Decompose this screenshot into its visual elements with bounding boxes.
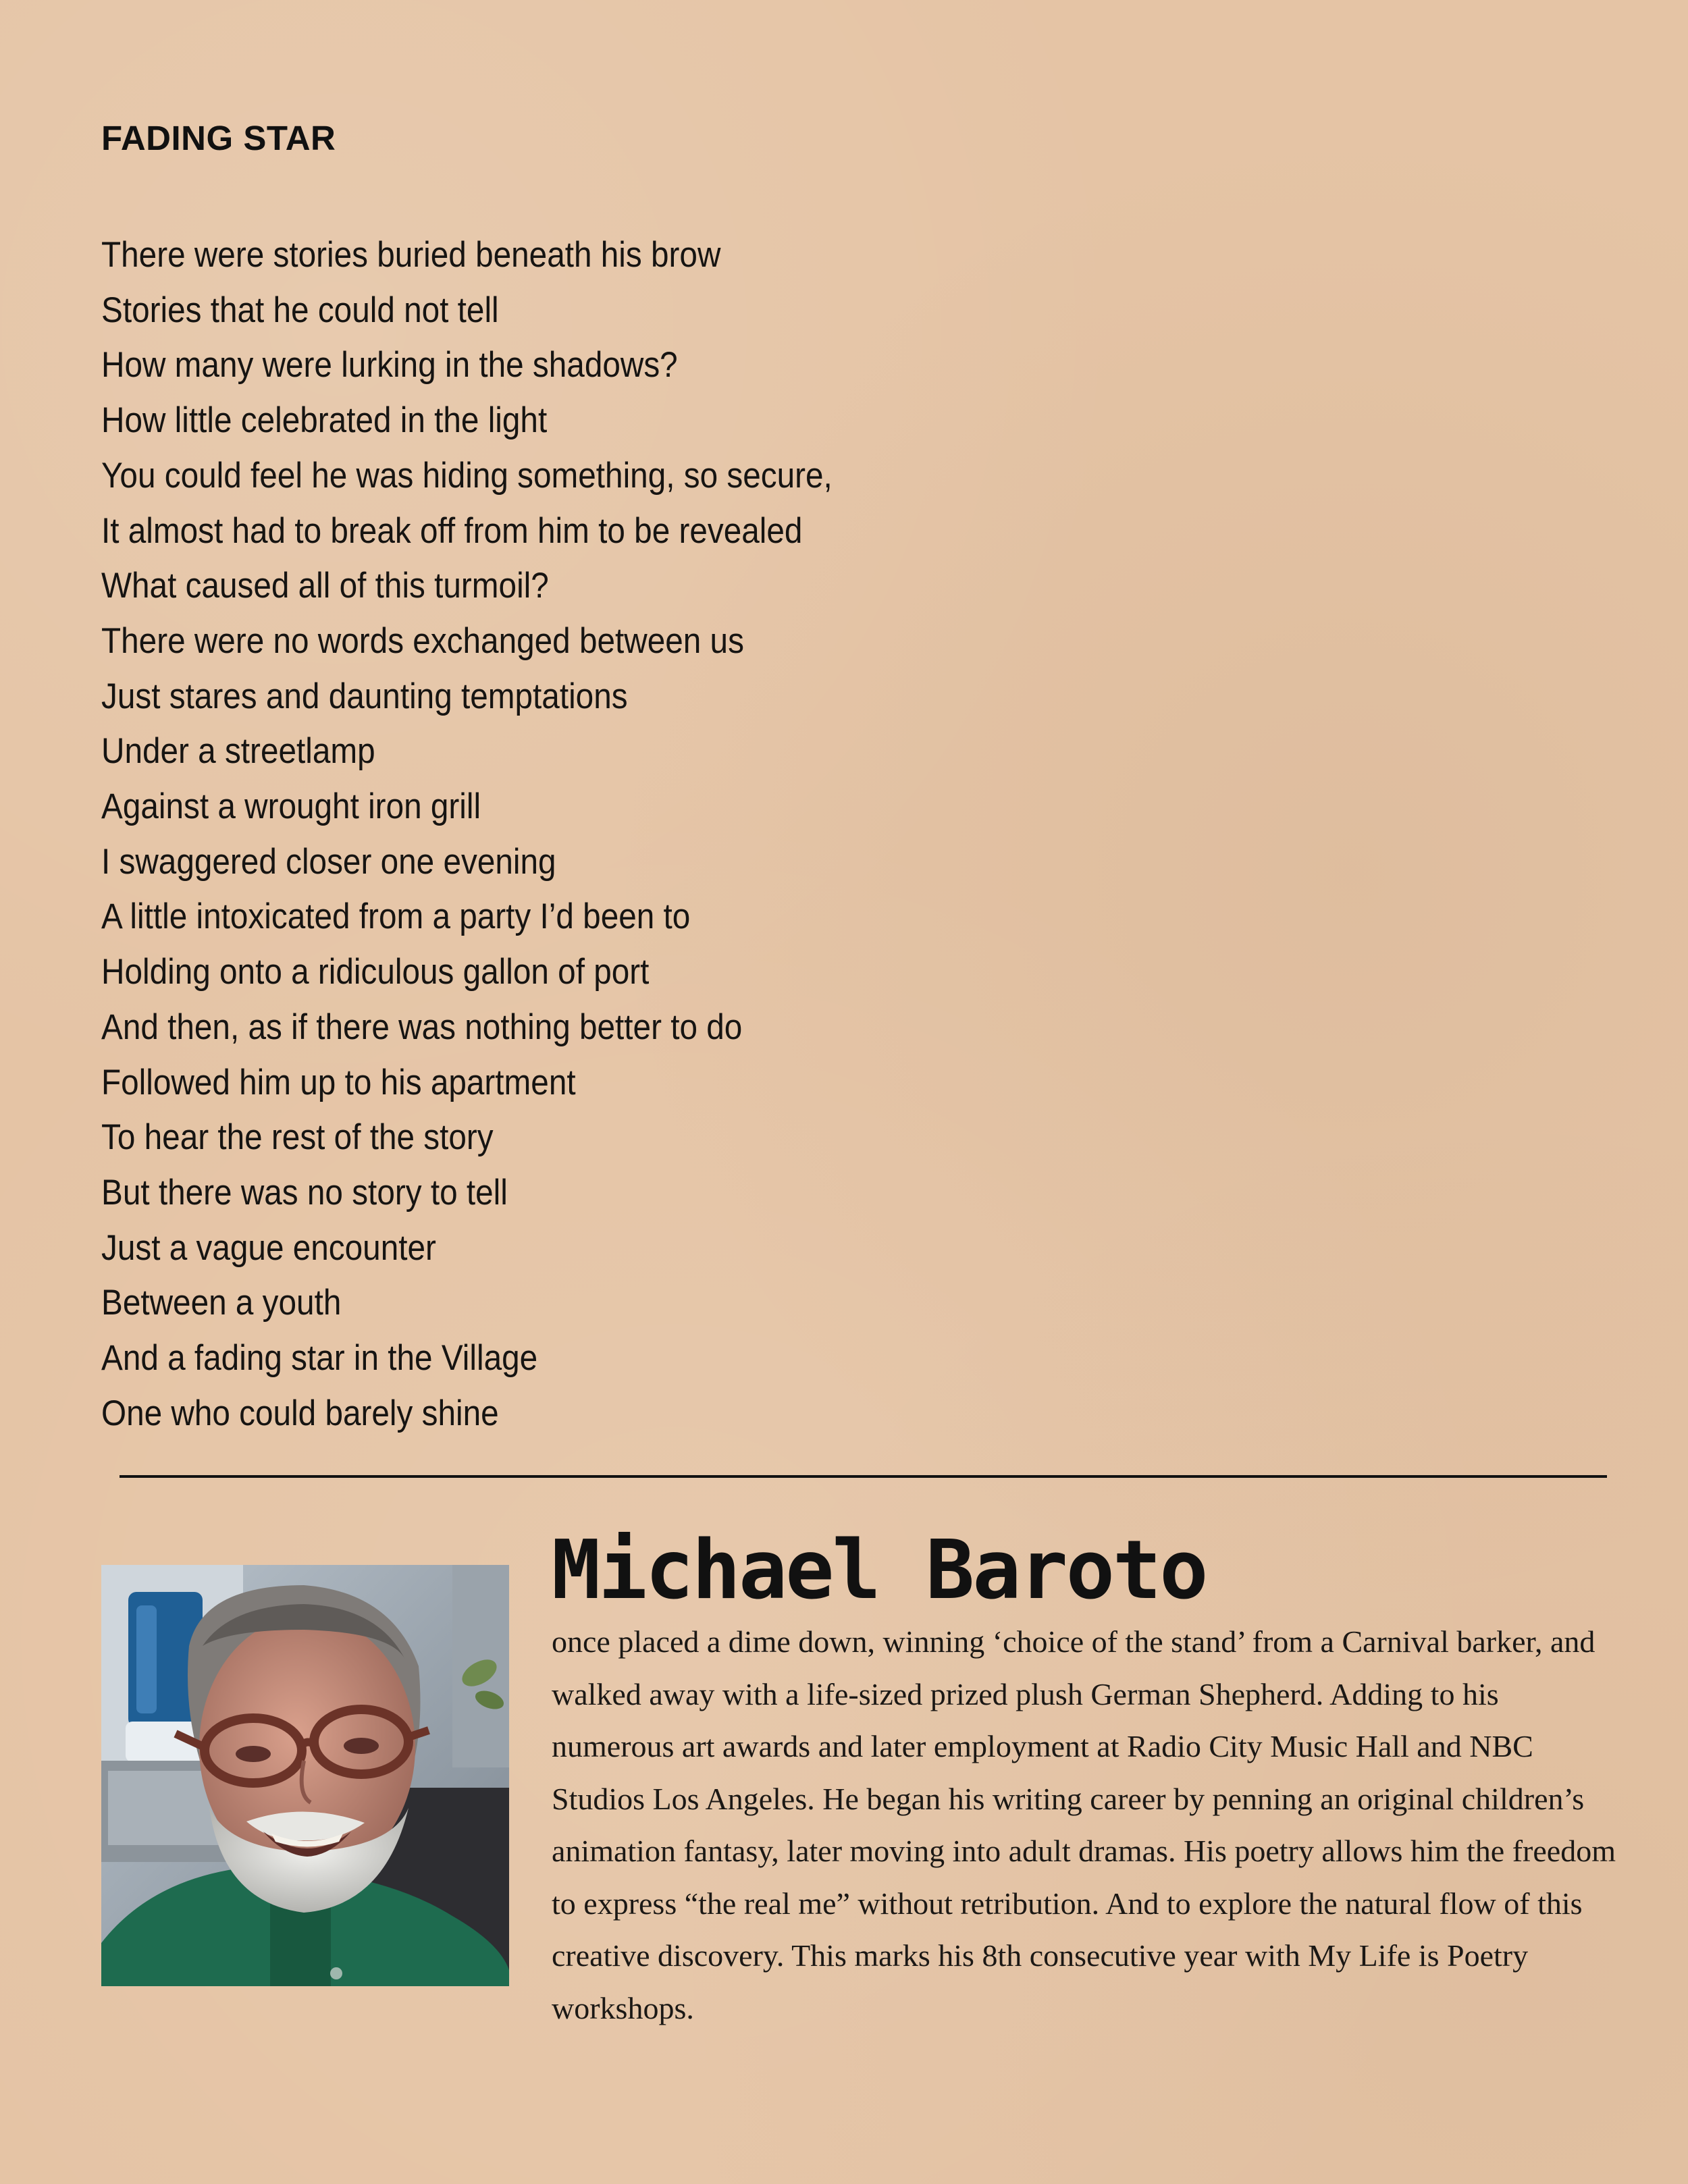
poem-line: There were no words exchanged between us <box>101 620 744 661</box>
poem-line: Followed him up to his apartment <box>101 1062 576 1102</box>
poem-line: Stories that he could not tell <box>101 290 499 330</box>
poem-lines <box>101 228 833 1441</box>
poem-line: A little intoxicated from a party I’d been to <box>101 897 691 937</box>
author-photo <box>101 1565 509 1986</box>
poem-line: One who could barely shine <box>101 1393 499 1433</box>
poem-title: FADING STAR <box>101 119 336 157</box>
poem-line: I swaggered closer one evening <box>101 841 556 882</box>
poem-line: Against a wrought iron grill <box>101 787 481 827</box>
poem-line: You could feel he was hiding something, so secure, <box>101 455 833 496</box>
poem-line: To hear the rest of the story <box>101 1117 494 1158</box>
author-bio: once placed a dime down, winning ‘choice of the stand’ from a Carnival barker, and walked away with a life-sized prized plush German Shepherd. Adding to his numerous art awards and later employment at Radio City Music Hall and NBC Studios Los Angeles. He began his writing career by penning an original children’s animation fantasy, later moving into adult dramas. His poetry allows him the freedom to express “the real me” without retribution. And to explore the natural flow of this creative discovery. This marks his 8th consecutive year with My Life is Poetry workshops. <box>552 1624 1616 2025</box>
author-portrait-illustration <box>101 1565 509 1986</box>
poem-line: But there was no story to tell <box>101 1172 508 1213</box>
poem-line: How little celebrated in the light <box>101 400 548 441</box>
poem-line: And then, as if there was nothing better to do <box>101 1007 743 1047</box>
poem-line: Just stares and daunting temptations <box>101 676 628 716</box>
poem-line: Under a streetlamp <box>101 731 375 772</box>
poem-line: Just a vague encounter <box>101 1227 436 1268</box>
section-divider <box>120 1475 1607 1478</box>
author-name: Michael Baroto <box>552 1524 1207 1618</box>
poem-line: How many were lurking in the shadows? <box>101 345 678 385</box>
poem-line: What caused all of this turmoil? <box>101 566 549 606</box>
poem-line: There were stories buried beneath his brow <box>101 235 721 275</box>
poem-line: It almost had to break off from him to be revealed <box>101 510 803 551</box>
poem-line: Between a youth <box>101 1283 342 1323</box>
poem-line: Holding onto a ridiculous gallon of port <box>101 952 650 992</box>
poem-line: And a fading star in the Village <box>101 1338 538 1379</box>
